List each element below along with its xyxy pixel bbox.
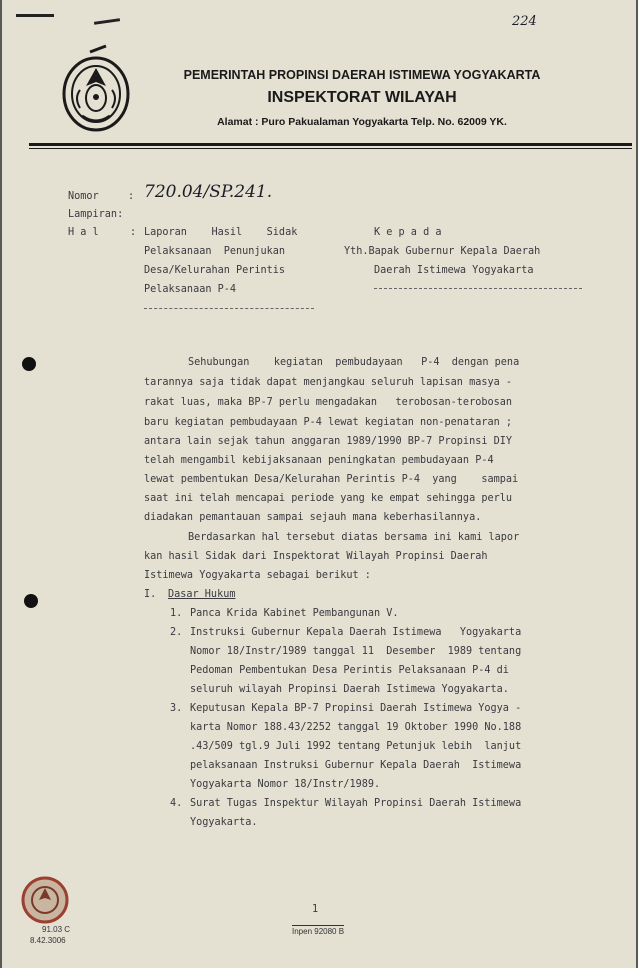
hal-line-3: Desa/Kelurahan Perintis — [144, 265, 286, 276]
item-4-line-2: Yogyakarta. — [190, 817, 258, 828]
hal-label: H a l — [68, 227, 99, 238]
para2-line-3: Istimewa Yogyakarta sebagai berikut : — [144, 570, 371, 581]
item-1-line-1: Panca Krida Kabinet Pembangunan V. — [190, 608, 399, 619]
para1-line-2: tarannya saja tidak dapat menjangkau seluruh lapisan masya - — [144, 377, 513, 388]
header-rule-thick — [29, 143, 632, 146]
para1-line-9: diadakan pemantauan sampai sejauh mana keberhasilannya. — [144, 512, 482, 523]
para1-line-3: rakat luas, maka BP-7 perlu mengadakan terobosan-terobosan — [144, 397, 513, 408]
stamp-line-1: 91.03 C — [42, 925, 71, 934]
punch-hole-top — [22, 357, 36, 371]
hal-underline — [144, 308, 314, 309]
item-3-line-4: pelaksanaan Instruksi Gubernur Kepala Daerah Istimewa — [190, 760, 522, 771]
recipient-kepada: K e p a d a — [374, 227, 442, 238]
para1-line-7: lewat pembentukan Desa/Kelurahan Perintis P-4 yang sampai — [144, 474, 519, 485]
hal-line-2: Pelaksanaan Penunjukan — [144, 246, 286, 257]
binder-mark-right — [94, 18, 120, 25]
page-number: 1 — [312, 904, 319, 915]
archive-note: 224 — [512, 14, 537, 29]
binder-mark-left — [16, 14, 54, 17]
item-3-number: 3. — [170, 703, 183, 714]
section-title: Dasar Hukum — [168, 589, 236, 600]
item-1-number: 1. — [170, 608, 183, 619]
item-4-line-1: Surat Tugas Inspektur Wilayah Propinsi Daerah Istimewa — [190, 798, 522, 809]
document-page — [2, 0, 636, 968]
item-2-line-2: Nomor 18/Instr/1989 tanggal 11 Desember 1989 tentang — [190, 646, 522, 657]
para1-line-5: antara lain sejak tahun anggaran 1989/1990 BP-7 Propinsi DIY — [144, 436, 513, 447]
recipient-underline — [374, 288, 582, 289]
stamp-line-2: 8.42.3006 — [30, 936, 66, 945]
lampiran-label: Lampiran: — [68, 209, 124, 220]
item-2-line-1: Instruksi Gubernur Kepala Daerah Istimewa Yogyakarta — [190, 627, 522, 638]
nomor-label: Nomor — [68, 191, 99, 202]
recipient-line-2: Daerah Istimewa Yogyakarta — [374, 265, 534, 276]
hal-line-4: Pelaksanaan P-4 — [144, 284, 237, 295]
punch-hole-bottom — [24, 594, 38, 608]
header-address: Alamat : Puro Pakualaman Yogyakarta Telp. No. 62009 YK. — [217, 116, 507, 128]
section-number: I. — [144, 589, 157, 600]
header-office: INSPEKTORAT WILAYAH — [267, 89, 457, 106]
para1-line-4: baru kegiatan pembudayaan P-4 lewat kegiatan non-penataran ; — [144, 417, 513, 428]
header-government: PEMERINTAH PROPINSI DAERAH ISTIMEWA YOGYAKARTA — [183, 68, 541, 82]
item-2-number: 2. — [170, 627, 183, 638]
para1-line-8: saat ini telah mencapai periode yang ke empat sehingga perlu — [144, 493, 513, 504]
nomor-sep: : — [128, 191, 135, 202]
item-2-line-3: Pedoman Pembentukan Desa Perintis Pelaksanaan P-4 di — [190, 665, 509, 676]
item-3-line-2: karta Nomor 188.43/2252 tanggal 19 Oktober 1990 No.188 — [190, 722, 522, 733]
para2-line-1: Berdasarkan hal tersebut diatas bersama ini kami lapor — [188, 532, 520, 543]
para1-line-6: telah mengambil kebijaksanaan peningkatan pembudayaan P-4 — [144, 455, 494, 466]
nomor-value: 720.04/SP.241. — [144, 182, 273, 202]
hal-sep: : — [130, 227, 137, 238]
form-code: Inpen 92080 B — [292, 927, 345, 936]
item-2-line-4: seluruh wilayah Propinsi Daerah Istimewa Yogyakarta. — [190, 684, 509, 695]
item-4-number: 4. — [170, 798, 183, 809]
hal-line-1: Laporan Hasil Sidak — [144, 227, 298, 238]
item-3-line-3: .43/509 tgl.9 Juli 1992 tentang Petunjuk lebih lanjut — [190, 741, 522, 752]
item-3-line-1: Keputusan Kepala BP-7 Propinsi Daerah Istimewa Yogya - — [190, 703, 522, 714]
para2-line-2: kan hasil Sidak dari Inspektorat Wilayah Propinsi Daerah — [144, 551, 488, 562]
recipient-line-1: Yth.Bapak Gubernur Kepala Daerah — [344, 246, 541, 257]
para1-line-1: Sehubungan kegiatan pembudayaan P-4 dengan pena — [188, 357, 520, 368]
archive-stamp-icon — [20, 874, 70, 926]
header-rule-thin — [29, 148, 632, 149]
item-3-line-5: Yogyakarta Nomor 18/Instr/1989. — [190, 779, 381, 790]
